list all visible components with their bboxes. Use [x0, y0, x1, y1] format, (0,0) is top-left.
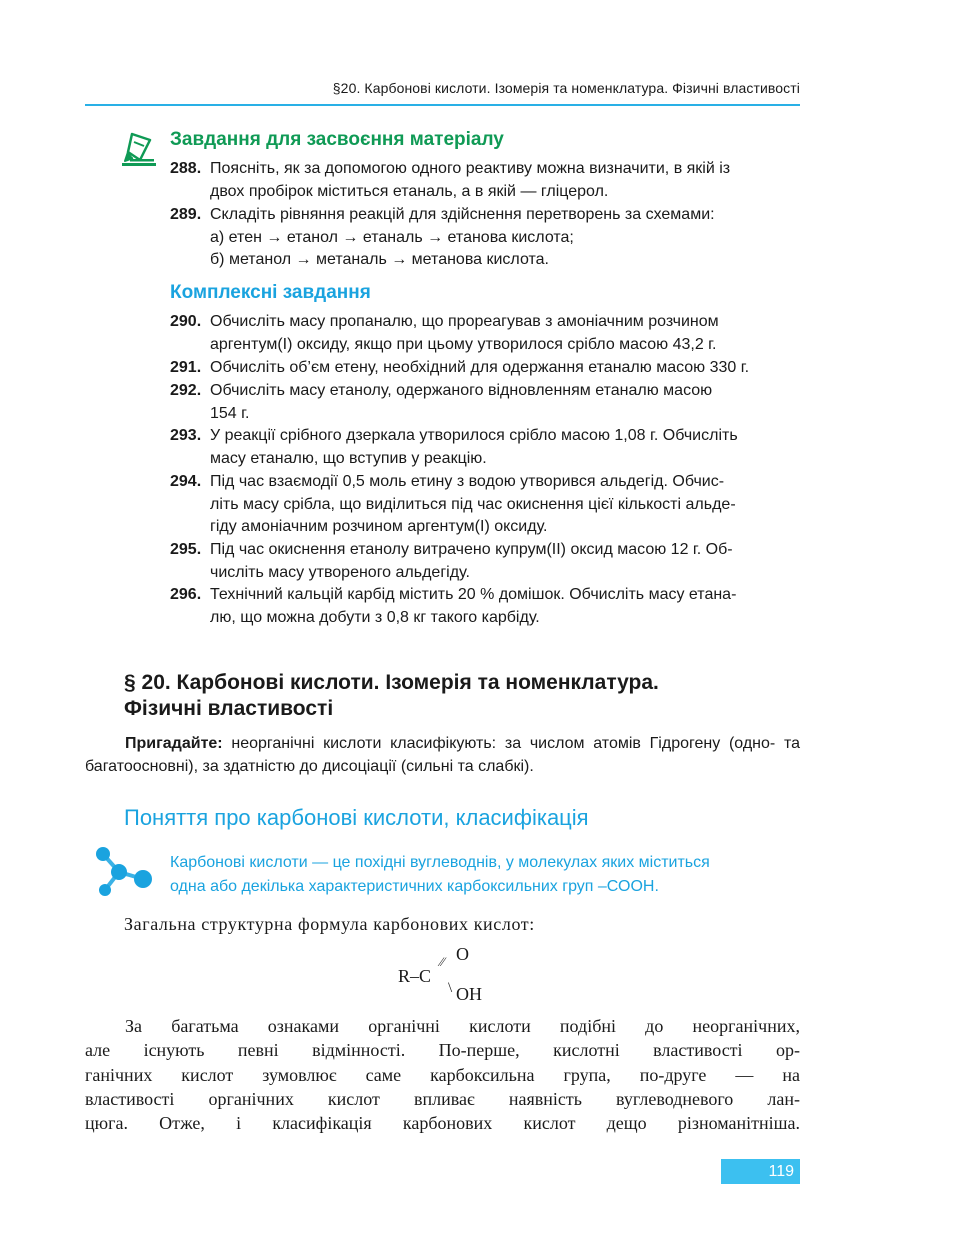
task-line: б) метанол → метаналь → метанова кислота.	[210, 251, 549, 269]
formula-double-bond: ⁄⁄	[440, 954, 445, 969]
task-line: У реакції срібного дзеркала утворилося срібло масою 1,08 г. Обчисліть	[210, 427, 738, 444]
molecule-icon	[93, 846, 155, 898]
body-line: ганічних кислот зумовлює саме карбоксильна група, по-друге — на	[85, 1064, 800, 1085]
task-294	[170, 471, 800, 539]
task-289	[170, 204, 800, 272]
formula-o: O	[456, 944, 469, 964]
task-293	[170, 425, 800, 470]
task-line: аргентум(I) оксиду, якщо при цьому утворилося срібло масою 43,2 г.	[210, 335, 717, 353]
task-line: Під час взаємодії 0,5 моль етину з водою утворився альдегід. Обчис-	[210, 473, 725, 490]
body-paragraph	[85, 1014, 800, 1135]
task-number: 294.	[170, 473, 202, 490]
formula-r-c: R–C	[398, 966, 432, 986]
task-line: масу етаналю, що вступив у реакцію.	[210, 449, 487, 467]
task-line: Обчисліть об’єм етену, необхідний для одержання етаналю масою 330 г.	[210, 359, 750, 376]
task-line: Обчисліть масу етанолу, одержаного відновленням етаналю масою	[210, 382, 713, 399]
recall-text: неорганічні кислоти класифікують: за числом атомів Гідрогену (одно- та багатоосновні), за здатністю до дисоціації (сильні та слабкі).	[85, 735, 800, 775]
task-295	[170, 539, 800, 584]
task-number: 295.	[170, 541, 202, 558]
definition-line: одна або декілька характеристичних карбоксильних груп –СООН.	[170, 878, 659, 895]
definition-text	[170, 851, 800, 899]
pencil-icon	[120, 130, 160, 170]
mastery-section-title: Завдання для засвоєння матеріалу	[170, 129, 504, 150]
task-line: а) етен → етанол → етаналь → етанова кислота;	[210, 228, 574, 246]
task-line: 154 г.	[210, 404, 250, 422]
task-line: Під час окиснення етанолу витрачено купрум(II) оксид масою 12 г. Об-	[210, 541, 733, 558]
body-line: цюга. Отже, і класифікація карбонових кислот дещо різноманітніша.	[85, 1113, 800, 1134]
task-number: 291.	[170, 359, 202, 376]
formula-oh: OH	[456, 984, 482, 1004]
task-288	[170, 158, 800, 203]
task-number: 293.	[170, 427, 202, 444]
task-number: 290.	[170, 313, 202, 330]
formula-single-bond: \	[448, 980, 453, 996]
task-number: 292.	[170, 382, 202, 399]
recall-note	[85, 732, 800, 778]
task-line: Складіть рівняння реакцій для здійснення перетворень за схемами:	[210, 206, 715, 223]
subsection-title: Поняття про карбонові кислоти, класифікація	[124, 805, 589, 830]
task-296	[170, 584, 800, 629]
task-line: літь масу срібла, що виділиться під час окиснення цієї кількості альде-	[210, 495, 736, 513]
task-290	[170, 311, 800, 356]
task-number: 288.	[170, 160, 202, 177]
carboxyl-formula	[396, 942, 506, 1006]
task-291	[170, 357, 800, 380]
body-line: За багатьма ознаками органічні кислоти подібні до неорганічних,	[125, 1016, 800, 1036]
structure-label: Загальна структурна формула карбонових кислот:	[124, 914, 535, 934]
running-header: §20. Карбонові кислоти. Ізомерія та номенклатура. Фізичні властивості	[332, 80, 800, 96]
task-line: Технічний кальцій карбід містить 20 % домішок. Обчисліть масу етана-	[210, 586, 737, 603]
definition-line: Карбонові кислоти — це похідні вуглеводнів, у молекулах яких міститься	[170, 854, 710, 871]
task-line: Поясніть, як за допомогою одного реактиву можна визначити, в якій із	[210, 160, 731, 177]
body-line: але існують певні відмінності. По-перше, кислотні властивості ор-	[85, 1040, 800, 1061]
task-292	[170, 380, 800, 425]
task-line: числіть масу утвореного альдегіду.	[210, 563, 470, 581]
complex-section-title: Комплексні завдання	[170, 282, 371, 303]
page-number: 119	[721, 1159, 800, 1184]
task-line: двох пробірок міститься етаналь, а в якій — гліцерол.	[210, 182, 609, 200]
task-line: гіду амоніачним розчином аргентум(I) оксиду.	[210, 518, 548, 536]
task-line: лю, що можна добути з 0,8 кг такого карбіду.	[210, 608, 540, 626]
task-line: Обчисліть масу пропаналю, що прореагував з амоніачним розчином	[210, 313, 719, 330]
recall-label: Пригадайте:	[125, 735, 223, 752]
header-rule	[85, 104, 800, 106]
task-number: 296.	[170, 586, 202, 603]
paragraph-title-line: § 20. Карбонові кислоти. Ізомерія та номенклатура.	[124, 671, 659, 694]
task-number: 289.	[170, 206, 202, 223]
paragraph-title-line: Фізичні властивості	[124, 697, 334, 720]
body-line: властивості органічних кислот впливає наявність вуглеводневого лан-	[85, 1088, 800, 1109]
paragraph-title	[124, 670, 659, 722]
